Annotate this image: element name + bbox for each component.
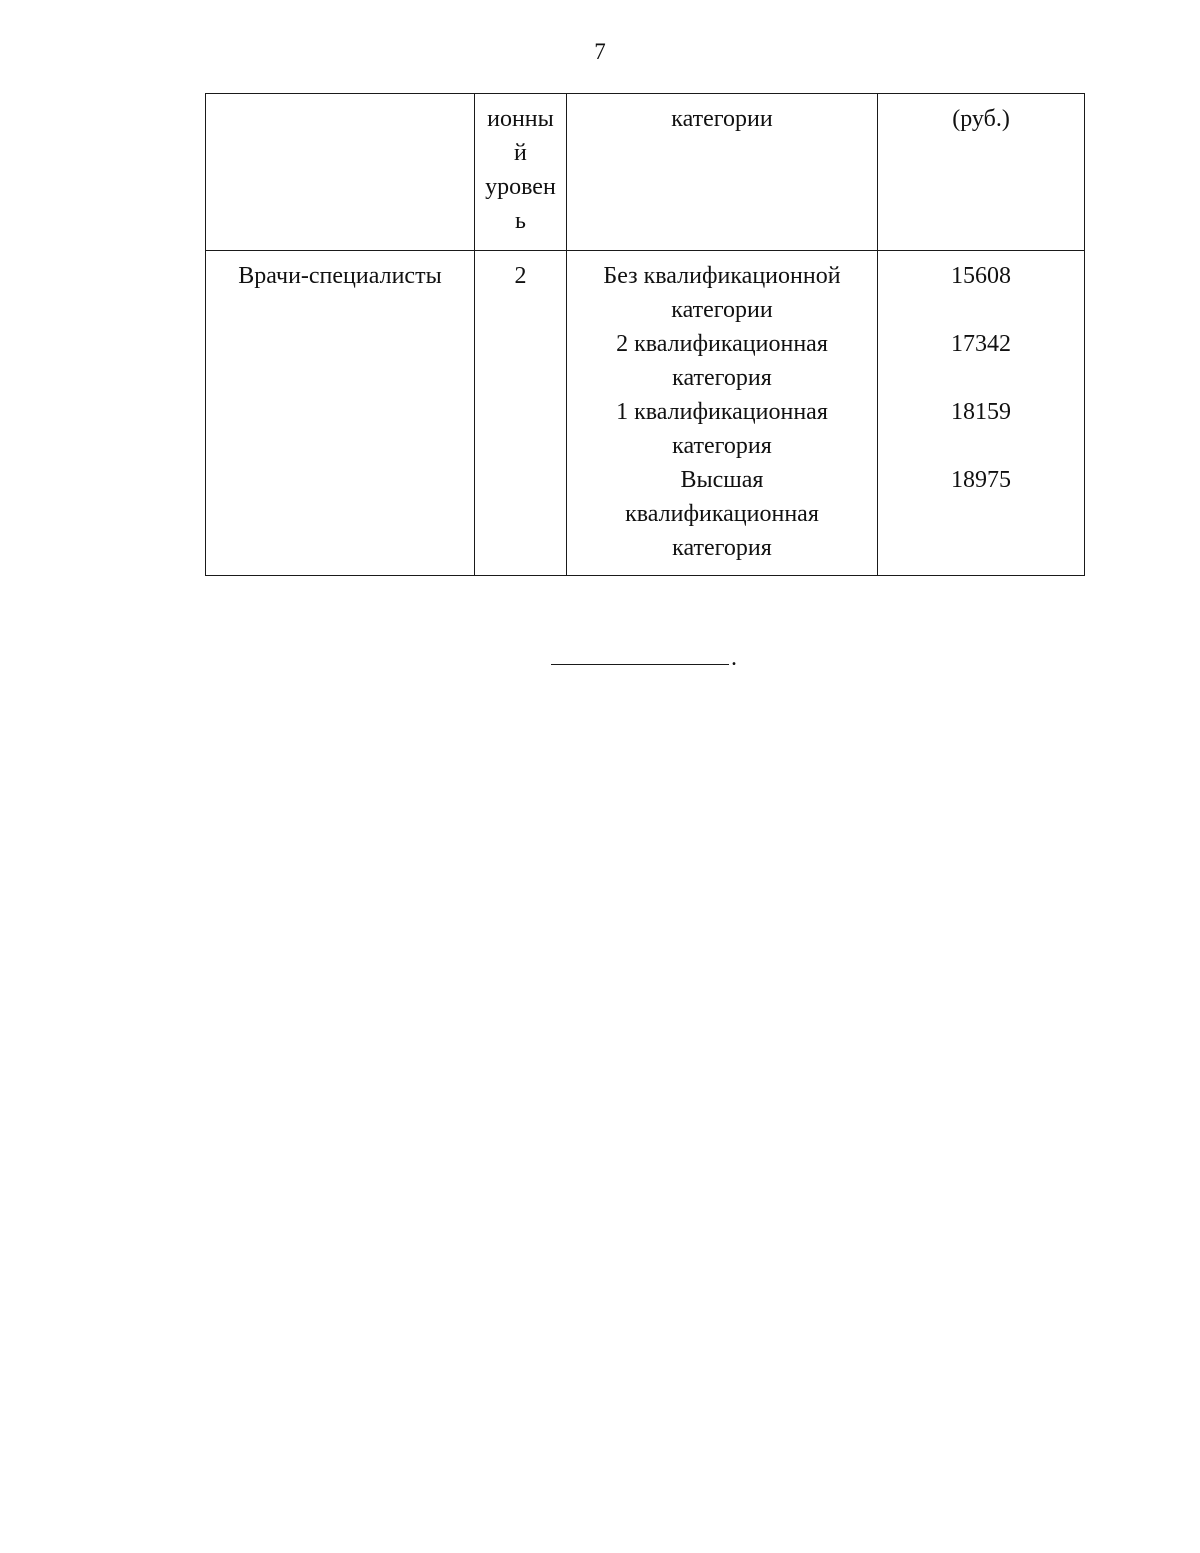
category-item	[573, 395, 871, 463]
category-line: 2 квалификационная	[616, 331, 828, 357]
salary-value: 18975	[951, 467, 1012, 493]
page-number: 7	[594, 39, 606, 64]
header-level-line: й	[514, 140, 527, 166]
category-line: Высшая	[680, 467, 764, 493]
header-level-line: ь	[514, 208, 526, 234]
salary-value: 15608	[951, 263, 1012, 289]
header-level-line: ионны	[487, 106, 554, 132]
header-col-position	[206, 94, 475, 251]
category-line: квалификационная	[625, 501, 819, 527]
header-col-category: категории	[566, 94, 877, 251]
category-line: категория	[672, 365, 772, 391]
category-line: категория	[672, 535, 772, 561]
category-item	[573, 463, 871, 565]
category-item	[573, 259, 871, 327]
salary-value: 17342	[951, 331, 1012, 357]
header-col-salary: (руб.)	[878, 94, 1085, 251]
category-line: Без квалификационной	[603, 263, 841, 289]
cell-position: Врачи-специалисты	[206, 251, 475, 576]
cell-categories	[566, 251, 877, 576]
end-mark: .	[731, 645, 737, 671]
salary-value: 18159	[951, 399, 1012, 425]
category-line: категории	[671, 297, 773, 323]
end-divider-line	[551, 664, 729, 665]
category-line: 1 квалификационная	[616, 399, 828, 425]
category-item	[573, 327, 871, 395]
header-col-level	[474, 94, 566, 251]
category-line: категория	[672, 433, 772, 459]
header-level-line: уровен	[485, 174, 556, 200]
salary-table	[205, 93, 1085, 576]
cell-salaries	[878, 251, 1085, 576]
cell-level: 2	[474, 251, 566, 576]
table-row	[206, 251, 1085, 576]
table-header-row	[206, 94, 1085, 251]
